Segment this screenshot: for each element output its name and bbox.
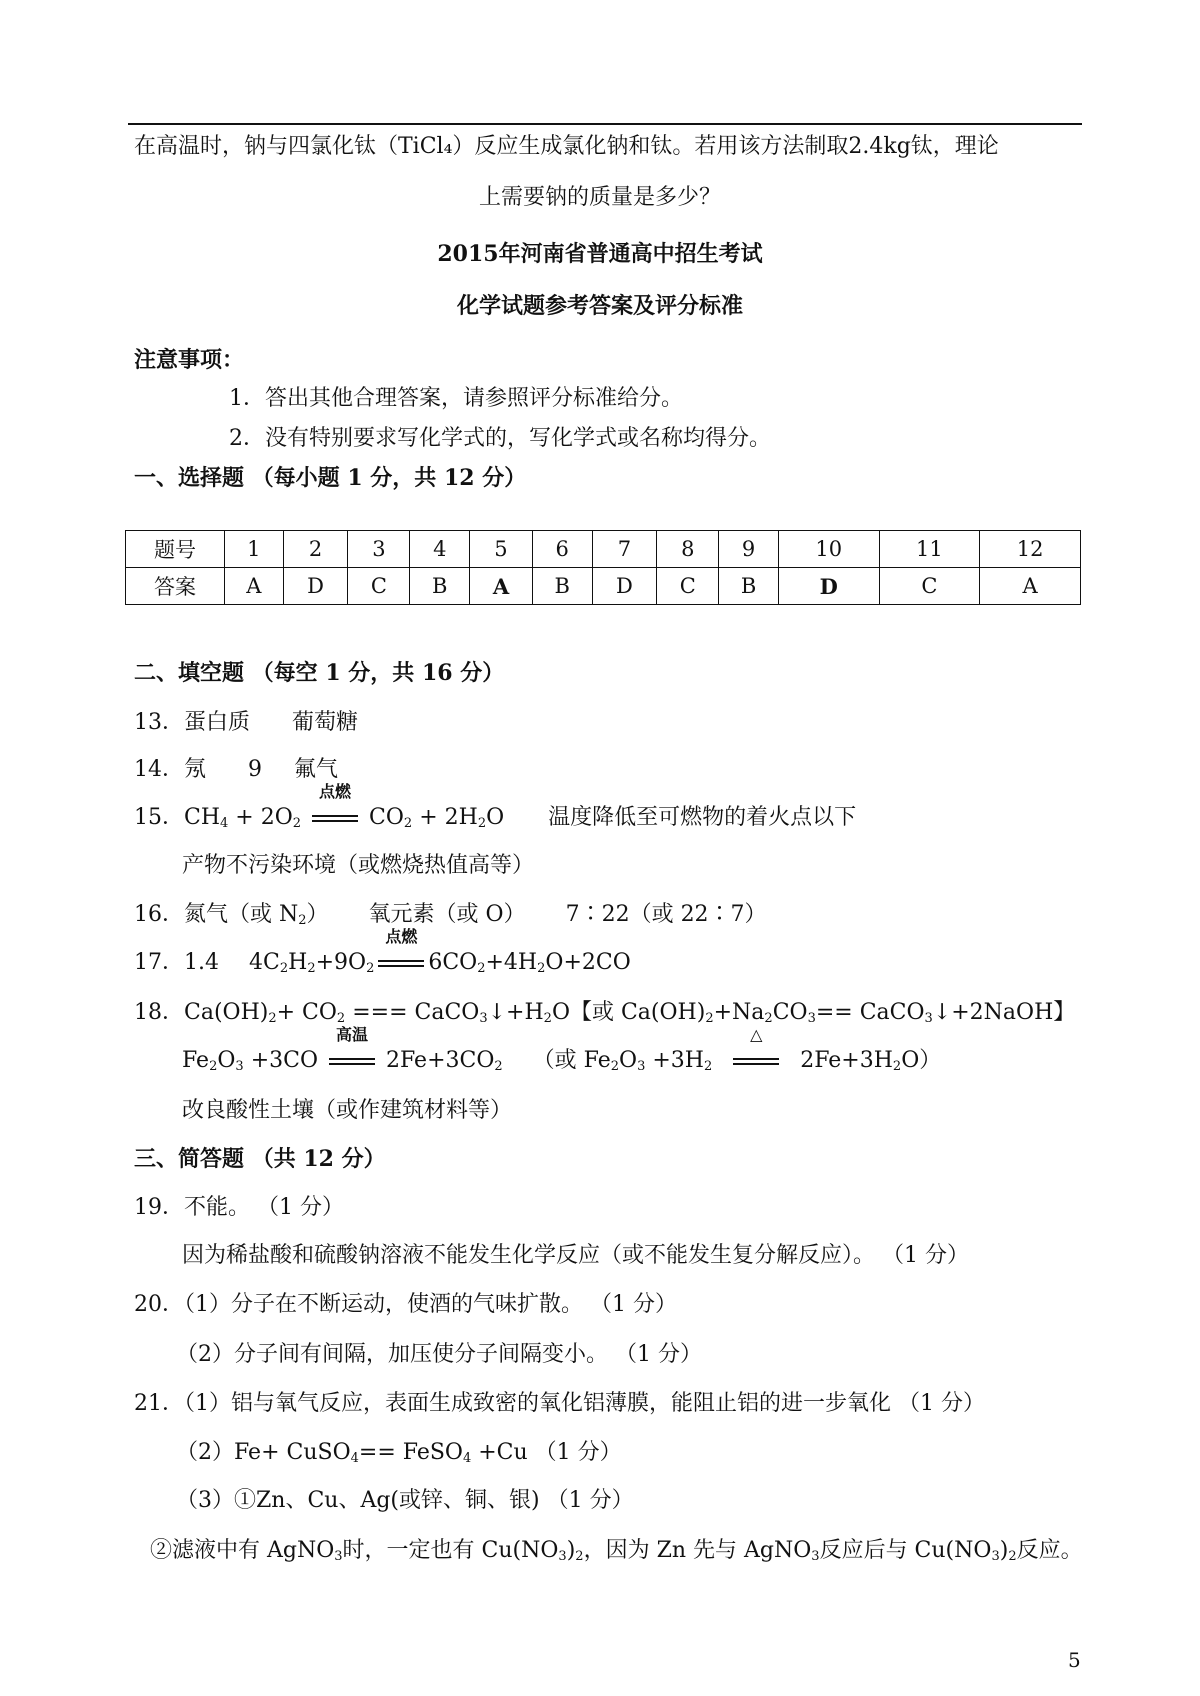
q18-number: 18． (134, 1000, 184, 1025)
answer-cell: D (592, 568, 657, 605)
reaction-condition (733, 1025, 779, 1076)
q15 (134, 782, 857, 833)
q14-answer-a: 氖 (184, 757, 207, 782)
condition-label: 高温 (335, 1025, 368, 1044)
q20-answer-a: （1）分子在不断运动，使酒的气味扩散。 （1 分） (184, 1292, 677, 1317)
number-cell: 5 (470, 531, 533, 568)
answer-cell: A (980, 568, 1081, 605)
q14-answer-b: 9 (248, 757, 263, 782)
number-cell: 8 (657, 531, 719, 568)
q15-line-2: 产物不污染环境（或燃烧热值高等） (182, 853, 535, 878)
answer-cell: A (470, 568, 533, 605)
number-cell: 12 (980, 531, 1081, 568)
answer-cell: D (778, 568, 879, 605)
q17 (134, 927, 631, 978)
answer-cell: B (719, 568, 779, 605)
q19-number: 19． (134, 1195, 184, 1220)
answer-cell: C (348, 568, 410, 605)
number-cell: 10 (778, 531, 879, 568)
q13-answer-b: 葡萄糖 (292, 710, 359, 735)
page-number: 5 (1068, 1648, 1081, 1672)
header-answer: 答案 (126, 568, 225, 605)
q18-equation-1: $Ca(OH)_2+ CO_2$ === $CaCO_3↓+H_2O$【或 $Ca(OH)_2+Na_2CO_3==$ CaCO$_3$↓+2NaOH】 (184, 1000, 1076, 1026)
page-subtitle: 化学试题参考答案及评分标准 (456, 293, 743, 319)
q17-equation: $4C_2H_2+9O_2$ 点燃 $6CO_2+4H_2O+2CO$ (249, 927, 631, 976)
number-cell: 11 (879, 531, 980, 568)
q21-answer-d: ②滤液中有 AgNO$_3$时，一定也有 $Cu(NO_3)_2$，因为 Zn 先与 AgNO$_3$反应后与 $Cu(NO_3)_2$反应。 (150, 1538, 1083, 1564)
q21-answer-c: （3）①Zn、Cu、Ag(或锌、铜、银) （1 分） (176, 1488, 634, 1513)
q18-line-2 (182, 1025, 942, 1076)
q19 (134, 1193, 344, 1223)
q19-answer-a: 不能。 （1 分） (184, 1195, 344, 1220)
number-cell: 1 (225, 531, 284, 568)
header-number: 题号 (126, 531, 225, 568)
condition-label: 点燃 (319, 782, 352, 801)
q16-answer-a: 氮气（或 $N_2$） (184, 902, 329, 928)
q14 (134, 755, 338, 785)
q16 (134, 900, 767, 930)
page-title: 2015年河南省普通高中招生考试 (437, 241, 763, 267)
reaction-condition (378, 927, 424, 978)
q13-number: 13． (134, 710, 184, 735)
top-rule (128, 123, 1082, 125)
q18 (134, 998, 1075, 1028)
number-cell: 7 (592, 531, 657, 568)
condition-label: 点燃 (385, 927, 418, 946)
q13 (134, 708, 358, 738)
q16-number: 16． (134, 902, 184, 927)
q17-answer-a: 1.4 (184, 950, 219, 975)
q20-answer-b: （2）分子间有间隔，加压使分子间隔变小。 （1 分） (176, 1342, 702, 1367)
q13-answer-a: 蛋白质 (184, 710, 251, 735)
q20 (134, 1290, 677, 1320)
q16-answer-b: 氧元素（或 O） (368, 902, 526, 927)
table-row-numbers (126, 531, 1081, 568)
reaction-condition (329, 1025, 375, 1076)
answer-cell: A (225, 568, 284, 605)
q18-equation-2: $Fe_2O_3 +3CO$ 高温 $2Fe+3CO_2$ (182, 1025, 503, 1074)
section2-title: 二、填空题 （每空 1 分，共 16 分） (134, 660, 505, 686)
q21-answer-b: （2）Fe+ CuSO$_4$== FeSO$_4$ +Cu （1 分） (176, 1440, 622, 1466)
q15-equation: $CH_4 + 2O_2$ 点燃 $CO_2 + 2H_2O$ (184, 782, 505, 831)
section1-title: 一、选择题 （每小题 1 分，共 12 分） (134, 465, 527, 491)
q21-answer-a: （1）铝与氧气反应，表面生成致密的氧化铝薄膜，能阻止铝的进一步氧化 （1 分） (184, 1391, 985, 1416)
number-cell: 2 (283, 531, 348, 568)
q15-explanation: 温度降低至可燃物的着火点以下 (548, 805, 857, 830)
answer-cell: C (879, 568, 980, 605)
q14-answer-c: 氟气 (294, 757, 339, 782)
q21 (134, 1389, 985, 1419)
q16-answer-c: 7∶22（或 22∶7） (565, 902, 767, 927)
number-cell: 3 (348, 531, 410, 568)
q14-number: 14． (134, 757, 184, 782)
q18-equation-3: （或 $Fe_2O_3 +3H_2$ △ $2Fe+3H_2O$） (532, 1025, 942, 1074)
answer-table (125, 530, 1081, 605)
problem-line-1: 在高温时，钠与四氯化钛（TiCl₄）反应生成氯化钠和钛。若用该方法制取2.4kg钛，理论 (134, 134, 999, 159)
q18-line-3: 改良酸性土壤（或作建筑材料等） (182, 1098, 513, 1123)
q19-answer-b: 因为稀盐酸和硫酸钠溶液不能发生化学反应（或不能发生复分解反应）。 （1 分） (182, 1243, 969, 1268)
section3-title: 三、简答题 （共 12 分） (134, 1146, 386, 1172)
q21-number: 21． (134, 1391, 184, 1416)
number-cell: 6 (532, 531, 592, 568)
condition-label: △ (750, 1025, 763, 1044)
notes-item-1: 1．答出其他合理答案，请参照评分标准给分。 (229, 386, 683, 411)
reaction-condition (312, 782, 358, 833)
notes-item-2: 2．没有特别要求写化学式的，写化学式或名称均得分。 (229, 426, 771, 451)
notes-title: 注意事项： (134, 347, 245, 373)
answer-cell: D (283, 568, 348, 605)
number-cell: 9 (719, 531, 779, 568)
problem-line-2: 上需要钠的质量是多少？ (478, 185, 721, 210)
q15-number: 15． (134, 805, 184, 830)
table-row-answers (126, 568, 1081, 605)
q17-number: 17． (134, 950, 184, 975)
answer-cell: B (532, 568, 592, 605)
number-cell: 4 (410, 531, 470, 568)
q20-number: 20． (134, 1292, 184, 1317)
answer-cell: C (657, 568, 719, 605)
answer-cell: B (410, 568, 470, 605)
